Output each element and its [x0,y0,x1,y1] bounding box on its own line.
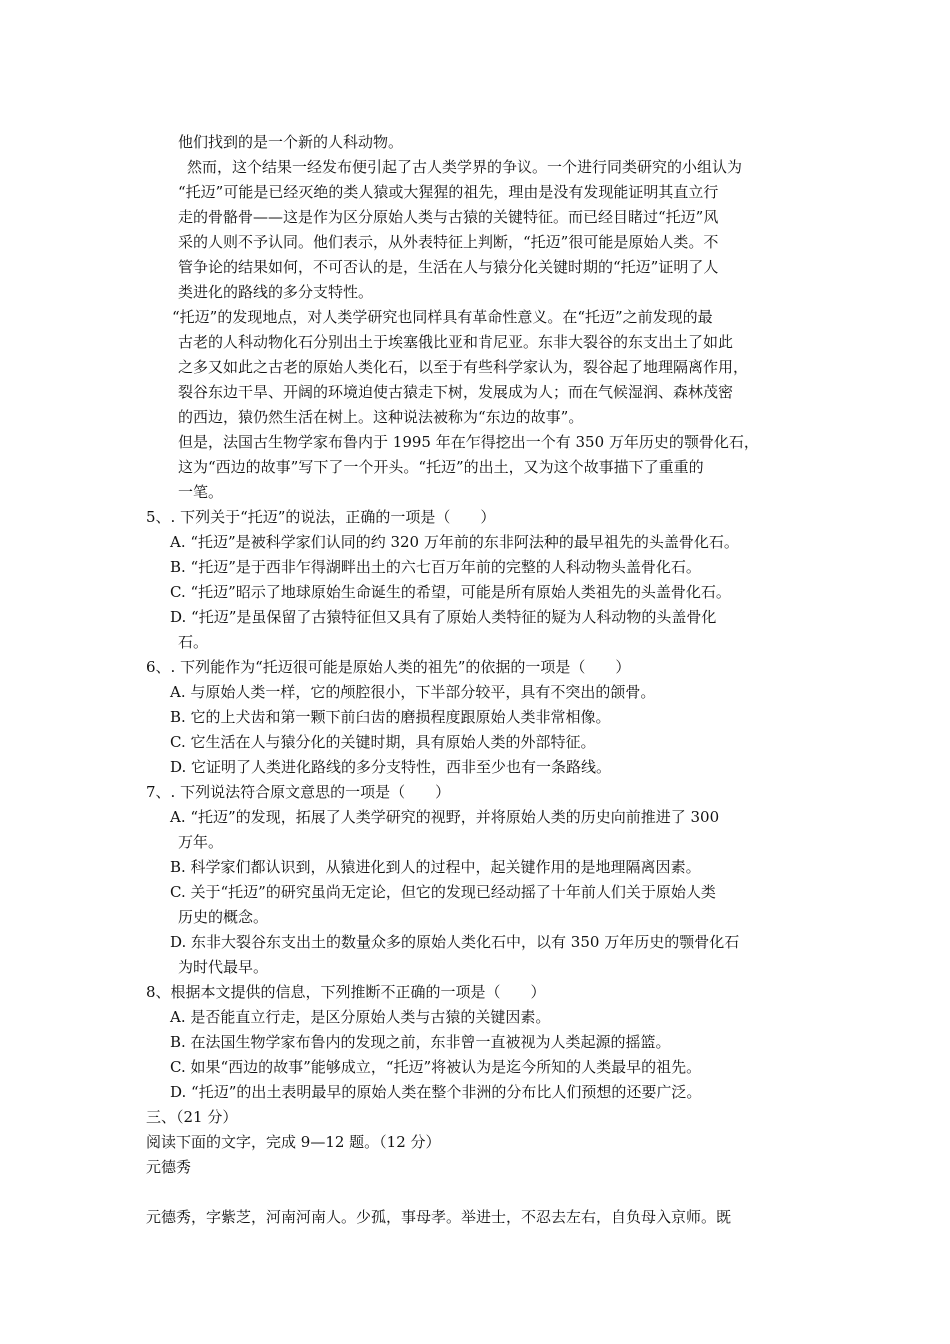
question-7-option-a-cont: 万年。 [178,833,224,851]
text-line: 古老的人科动物化石分别出土于埃塞俄比亚和肯尼亚。东非大裂谷的东支出土了如此 [178,333,734,351]
text-line: “托迈”的发现地点，对人类学研究也同样具有革命性意义。在“托迈”之前发现的最 [172,308,713,326]
question-7-option-d-cont: 为时代最早。 [178,958,269,976]
text-line: “托迈”可能是已经灭绝的类人猿或大猩猩的祖先，理由是没有发现能证明其直立行 [178,183,719,201]
text-line: 但是，法国古生物学家布鲁内于 1995 年在乍得挖出一个有 350 万年历史的颚骨化石， [178,433,759,451]
text-line: 然而，这个结果一经发布便引起了古人类学界的争议。一个进行同类研究的小组认为 [187,158,743,176]
text-line: 采的人则不予认同。他们表示，从外表特征上判断，“托迈”很可能是原始人类。不 [178,233,719,251]
question-8-option-c: C. 如果“西边的故事”能够成立，“托迈”将被认为是迄今所知的人类最早的祖先。 [170,1058,702,1076]
question-6-stem: 6、. 下列能作为“托迈很可能是原始人类的祖先”的依据的一项是（ ） [146,658,631,676]
section-heading: 三、（21 分） [146,1108,238,1126]
text-line: 走的骨骼骨——这是作为区分原始人类与古猿的关键特征。而已经目睹过“托迈”风 [178,208,719,226]
text-line: 类进化的路线的多分支特性。 [178,283,374,301]
text-line: 他们找到的是一个新的人科动物。 [178,133,404,151]
passage-text: 元德秀，字紫芝，河南河南人。少孤，事母孝。举进士，不忍去左右，自负母入京师。既 [146,1208,732,1226]
question-7-option-d: D. 东非大裂谷东支出土的数量众多的原始人类化石中，以有 350 万年历史的颚骨化石 [170,933,740,951]
question-7-option-b: B. 科学家们都认识到，从猿进化到人的过程中，起关键作用的是地理隔离因素。 [170,858,701,876]
text-line: 之多又如此之古老的原始人类化石，以至于有些科学家认为，裂谷起了地理隔离作用， [178,358,749,376]
question-5-option-d: D. “托迈”是虽保留了古猿特征但又具有了原始人类特征的疑为人科动物的头盖骨化 [170,608,717,626]
question-5-stem: 5、. 下列关于“托迈”的说法，正确的一项是（ ） [146,508,496,526]
reading-instruction: 阅读下面的文字，完成 9—12 题。（12 分） [146,1133,441,1151]
text-line: 这为“西边的故事”写下了一个开头。“托迈”的出土，又为这个故事描下了重重的 [178,458,704,476]
question-7-option-c: C. 关于“托迈”的研究虽尚无定论，但它的发现已经动摇了十年前人们关于原始人类 [170,883,716,901]
question-8-option-a: A. 是否能直立行走，是区分原始人类与古猿的关键因素。 [170,1008,551,1026]
text-line: 的西边，猿仍然生活在树上。这种说法被称为“东边的故事”。 [178,408,584,426]
question-5-option-c: C. “托迈”昭示了地球原始生命诞生的希望，可能是所有原始人类祖先的头盖骨化石。 [170,583,731,601]
question-8-option-d: D. “托迈”的出土表明最早的原始人类在整个非洲的分布比人们预想的还要广泛。 [170,1083,702,1101]
question-5-option-d-cont: 石。 [178,633,209,651]
question-8-stem: 8、根据本文提供的信息，下列推断不正确的一项是（ ） [146,983,546,1001]
question-5-option-a: A. “托迈”是被科学家们认同的约 320 万年前的东非阿法种的最早祖先的头盖骨化石。 [170,533,739,551]
passage-title: 元德秀 [146,1158,192,1176]
text-line: 裂谷东边干旱、开阔的环境迫使古猿走下树，发展成为人；而在气候湿润、森林茂密 [178,383,734,401]
question-6-option-d: D. 它证明了人类进化路线的多分支特性，西非至少也有一条路线。 [170,758,612,776]
question-6-option-c: C. 它生活在人与猿分化的关键时期，具有原始人类的外部特征。 [170,733,596,751]
question-7-option-c-cont: 历史的概念。 [178,908,269,926]
question-5-option-b: B. “托迈”是于西非乍得湖畔出土的六七百万年前的完整的人科动物头盖骨化石。 [170,558,701,576]
text-line: 一笔。 [178,483,224,501]
question-7-stem: 7、. 下列说法符合原文意思的一项是（ ） [146,783,451,801]
question-6-option-a: A. 与原始人类一样，它的颅腔很小，下半部分较平，具有不突出的颌骨。 [170,683,656,701]
question-8-option-b: B. 在法国生物学家布鲁内的发现之前，东非曾一直被视为人类起源的摇篮。 [170,1033,671,1051]
text-line: 管争论的结果如何，不可否认的是，生活在人与猿分化关键时期的“托迈”证明了人 [178,258,719,276]
question-7-option-a: A. “托迈”的发现，拓展了人类学研究的视野，并将原始人类的历史向前推进了 300 [170,808,720,826]
question-6-option-b: B. 它的上犬齿和第一颗下前臼齿的磨损程度跟原始人类非常相像。 [170,708,611,726]
